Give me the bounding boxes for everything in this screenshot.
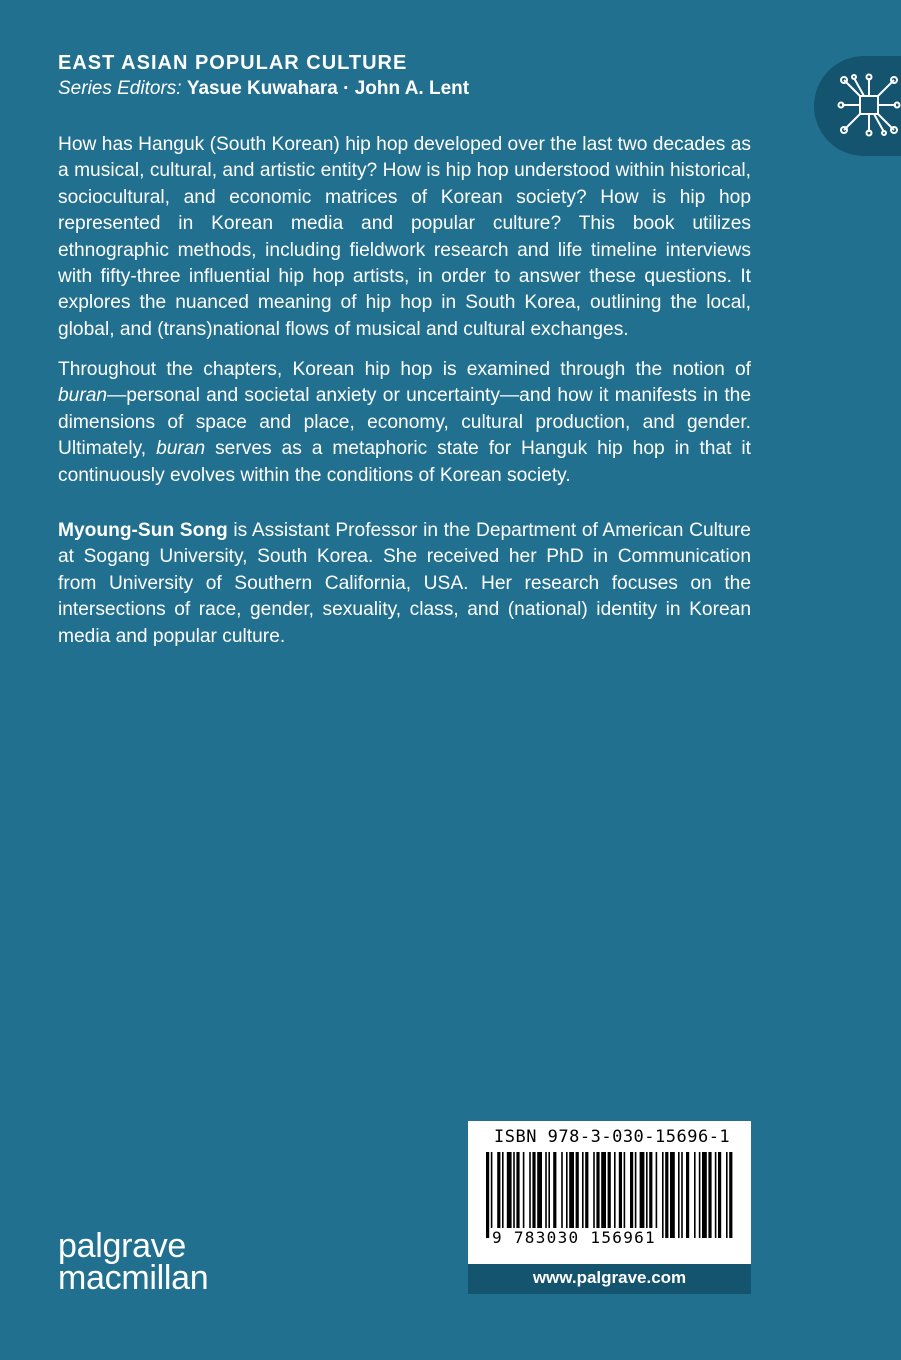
- barcode-bar: [715, 1152, 717, 1238]
- publisher-badge: [814, 56, 901, 156]
- barcode-bar: [593, 1152, 595, 1238]
- barcode-bar: [614, 1152, 616, 1238]
- series-title: EAST ASIAN POPULAR CULTURE: [58, 52, 408, 74]
- barcode-bar: [486, 1152, 489, 1238]
- barcode-bar: [718, 1152, 721, 1238]
- blurb-p2-text-c: serves as a metaphoric state for Hanguk hip hop in that it continuously evolves within the conditions of Korean society.: [58, 438, 751, 486]
- barcode-bar: [537, 1152, 542, 1238]
- barcode-digits: 9 783030 156961: [492, 1228, 656, 1247]
- barcode-bar: [665, 1152, 668, 1238]
- barcode-bar: [569, 1152, 574, 1238]
- isbn-label: ISBN 978-3-030-15696-1: [494, 1127, 731, 1147]
- barcode-bar: [491, 1152, 493, 1238]
- barcode-bar: [601, 1152, 606, 1238]
- barcode-bar: [582, 1152, 584, 1238]
- barcode-bar: [726, 1152, 728, 1238]
- blurb-paragraph-1: How has Hanguk (South Korean) hip hop developed over the last two decades as a musical, cultural, and artistic entity? How is hip hop understood within historical, sociocultural, and economic matrices of Korean society? How is hip hop represented in Korean media and popular culture? This book utilizes ethnographic methods, including fieldwork research and life timeline interviews with fifty-three influential hip hop artists, in order to answer these questions. It explores the nuanced meaning of hip hop in South Korea, outlining the local, global, and (trans)national flows of musical and cultural exchanges.: [58, 134, 751, 340]
- barcode-bar: [497, 1152, 500, 1238]
- barcode-bar: [708, 1152, 711, 1238]
- barcode-bar: [513, 1152, 515, 1238]
- barcode-bar: [516, 1152, 519, 1238]
- blurb-term-buran-2: buran: [156, 438, 206, 460]
- series-editors-label: Series Editors:: [58, 78, 182, 99]
- barcode-bar: [585, 1152, 588, 1238]
- barcode-bar: [624, 1152, 626, 1238]
- barcode-bar: [502, 1152, 504, 1238]
- author-bio-text: is Assistant Professor in the Department of American Culture at Sogang University, South Korea. She received her PhD in Communication from University of Southern California, USA. Her research focuses on the intersections of race, gender, sexuality, class, and (national) identity in Korean media and popular culture.: [58, 520, 751, 647]
- barcode-bar: [678, 1152, 680, 1238]
- barcode-bar: [694, 1152, 696, 1238]
- barcode-bar: [545, 1152, 547, 1238]
- barcode-bar: [630, 1152, 633, 1238]
- barcode-bar: [576, 1152, 579, 1238]
- barcode-bar: [619, 1152, 622, 1238]
- publisher-logo: [58, 1227, 209, 1297]
- barcode-bar: [702, 1152, 707, 1238]
- barcode-bar: [656, 1152, 658, 1238]
- barcode-bar: [529, 1152, 531, 1238]
- barcode-bar: [507, 1152, 512, 1238]
- barcode-bar: [699, 1152, 701, 1238]
- publisher-name-line2: macmillan: [58, 1259, 209, 1297]
- author-bio: [58, 518, 751, 650]
- barcode-bar: [553, 1152, 556, 1238]
- author-name: Myoung-Sun Song: [58, 520, 228, 541]
- blurb-term-buran-1: buran: [58, 385, 108, 407]
- barcode-bar: [566, 1152, 568, 1238]
- publisher-name-line1: palgrave: [58, 1227, 187, 1265]
- barcode-bar: [646, 1152, 648, 1238]
- palgrave-network-icon: [836, 72, 901, 138]
- barcode-bar: [532, 1152, 535, 1238]
- barcode-bar: [662, 1152, 664, 1238]
- barcode-bar: [640, 1152, 645, 1238]
- blurb-paragraph-2: [58, 357, 751, 489]
- publisher-url[interactable]: www.palgrave.com: [468, 1264, 751, 1294]
- series-editors-names: Yasue Kuwahara · John A. Lent: [186, 78, 470, 99]
- barcode-bar: [635, 1152, 637, 1238]
- isbn-barcode: [468, 1121, 751, 1264]
- barcode-bar: [608, 1152, 611, 1238]
- barcode-bar: [548, 1152, 550, 1238]
- blurb-p2-text-a: Throughout the chapters, Korean hip hop is examined through the notion of: [58, 359, 751, 380]
- barcode-bar: [649, 1152, 652, 1238]
- barcode-bar: [561, 1152, 563, 1238]
- blurb-p2-text-b: —personal and societal anxiety or uncertainty—and how it manifests in the dimensions of space and place, economy, cultural production, and gender. Ultimately,: [58, 385, 751, 460]
- series-editors: [58, 78, 469, 100]
- barcode-bar: [523, 1152, 525, 1238]
- barcode-bar: [729, 1152, 732, 1238]
- barcode-bar: [596, 1152, 599, 1238]
- barcode-bar: [681, 1152, 683, 1238]
- barcode-bar: [670, 1152, 675, 1238]
- barcode-bar: [686, 1152, 689, 1238]
